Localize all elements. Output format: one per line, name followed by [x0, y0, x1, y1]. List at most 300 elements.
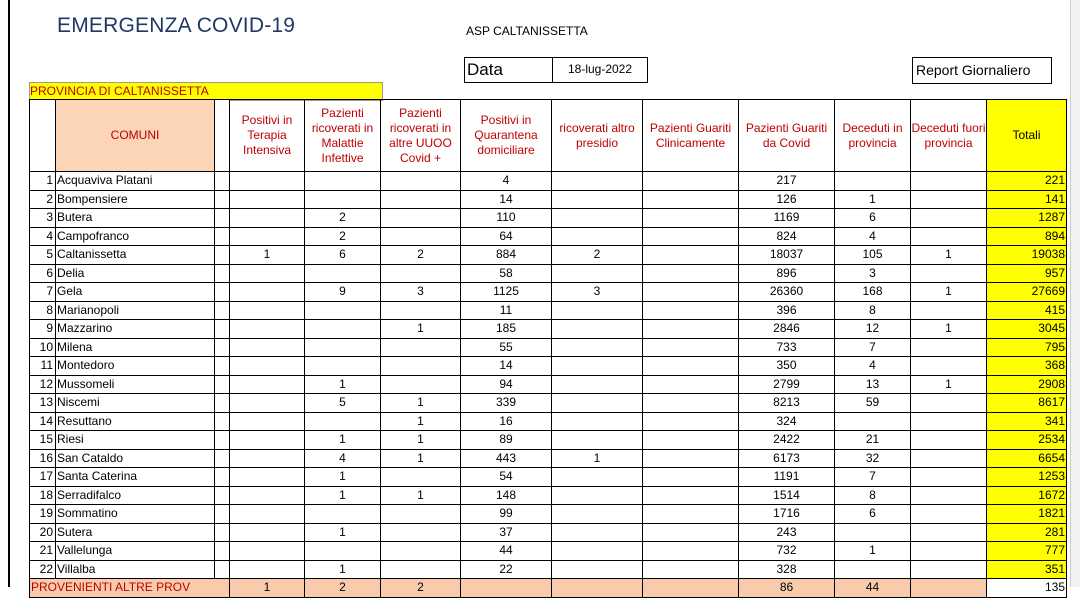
- cell-malattie: 1: [305, 468, 381, 487]
- cell-totale: 341: [987, 412, 1067, 431]
- cell-quarantena: 185: [461, 320, 552, 339]
- cell-guariti-covid: 2846: [739, 320, 835, 339]
- comune-name: Bompensiere: [56, 190, 215, 209]
- cell-uuoo: [381, 227, 461, 246]
- cell-altro-presidio: [552, 301, 643, 320]
- date-label: Data: [464, 57, 556, 83]
- cell-terapia: [230, 190, 305, 209]
- row-number: 2: [30, 190, 56, 209]
- cell-malattie: 1: [305, 486, 381, 505]
- cell-quarantena: 22: [461, 560, 552, 579]
- cell-terapia: [230, 486, 305, 505]
- cell-malattie: 1: [305, 431, 381, 450]
- row-spacer: [215, 542, 230, 561]
- cell-guariti-covid: 26360: [739, 283, 835, 302]
- cell-malattie: 2: [305, 227, 381, 246]
- comune-name: Mussomeli: [56, 375, 215, 394]
- cell-deceduti-prov: 6: [835, 505, 911, 524]
- row-number: 7: [30, 283, 56, 302]
- footer-cell-uuoo: 2: [381, 579, 461, 598]
- row-number: 18: [30, 486, 56, 505]
- table-row: [30, 431, 1067, 450]
- table-row: [30, 505, 1067, 524]
- row-number: 13: [30, 394, 56, 413]
- cell-deceduti-prov: 32: [835, 449, 911, 468]
- cell-quarantena: 11: [461, 301, 552, 320]
- cell-altro-presidio: [552, 505, 643, 524]
- cell-terapia: [230, 523, 305, 542]
- cell-guariti-clin: [643, 412, 739, 431]
- cell-altro-presidio: [552, 264, 643, 283]
- header-quarantena: Positivi in Quarantena domiciliare: [461, 100, 552, 172]
- table-row: [30, 246, 1067, 265]
- cell-malattie: [305, 505, 381, 524]
- header-deceduti-fuori: Deceduti fuori provincia: [911, 100, 987, 172]
- cell-totale: 2908: [987, 375, 1067, 394]
- cell-altro-presidio: [552, 486, 643, 505]
- cell-uuoo: [381, 209, 461, 228]
- cell-altro-presidio: [552, 227, 643, 246]
- cell-malattie: 1: [305, 560, 381, 579]
- table-row: [30, 394, 1067, 413]
- row-number: 9: [30, 320, 56, 339]
- table-row: [30, 227, 1067, 246]
- row-spacer: [215, 246, 230, 265]
- row-number: 1: [30, 172, 56, 191]
- cell-guariti-covid: 824: [739, 227, 835, 246]
- cell-malattie: [305, 190, 381, 209]
- row-number: 3: [30, 209, 56, 228]
- cell-terapia: [230, 227, 305, 246]
- cell-guariti-covid: 8213: [739, 394, 835, 413]
- comune-name: Niscemi: [56, 394, 215, 413]
- row-spacer: [215, 301, 230, 320]
- cell-quarantena: 148: [461, 486, 552, 505]
- cell-altro-presidio: 2: [552, 246, 643, 265]
- row-number: 21: [30, 542, 56, 561]
- comune-name: Marianopoli: [56, 301, 215, 320]
- cell-malattie: [305, 320, 381, 339]
- row-spacer: [215, 431, 230, 450]
- report-label: Report Giornaliero: [912, 57, 1052, 84]
- cell-deceduti-fuori: [911, 505, 987, 524]
- cell-guariti-covid: 328: [739, 560, 835, 579]
- cell-quarantena: 64: [461, 227, 552, 246]
- cell-altro-presidio: 1: [552, 449, 643, 468]
- row-number: 5: [30, 246, 56, 265]
- cell-quarantena: 55: [461, 338, 552, 357]
- cell-deceduti-fuori: [911, 486, 987, 505]
- comune-name: Gela: [56, 283, 215, 302]
- cell-terapia: [230, 301, 305, 320]
- row-number: 20: [30, 523, 56, 542]
- cell-totale: 281: [987, 523, 1067, 542]
- cell-deceduti-fuori: [911, 468, 987, 487]
- cell-terapia: [230, 449, 305, 468]
- cell-deceduti-prov: 4: [835, 227, 911, 246]
- cell-altro-presidio: [552, 190, 643, 209]
- table-row: [30, 357, 1067, 376]
- cell-uuoo: 1: [381, 394, 461, 413]
- comune-name: Santa Caterina: [56, 468, 215, 487]
- cell-guariti-clin: [643, 320, 739, 339]
- cell-malattie: [305, 172, 381, 191]
- cell-deceduti-prov: 6: [835, 209, 911, 228]
- cell-guariti-covid: 126: [739, 190, 835, 209]
- cell-guariti-clin: [643, 357, 739, 376]
- cell-uuoo: 1: [381, 431, 461, 450]
- cell-altro-presidio: 3: [552, 283, 643, 302]
- cell-deceduti-prov: 8: [835, 486, 911, 505]
- cell-altro-presidio: [552, 468, 643, 487]
- cell-terapia: [230, 412, 305, 431]
- cell-quarantena: 54: [461, 468, 552, 487]
- cell-quarantena: 16: [461, 412, 552, 431]
- cell-uuoo: 2: [381, 246, 461, 265]
- cell-altro-presidio: [552, 523, 643, 542]
- cell-deceduti-prov: 12: [835, 320, 911, 339]
- comune-name: Caltanissetta: [56, 246, 215, 265]
- cell-quarantena: 37: [461, 523, 552, 542]
- footer-cell-deceduti-fuori: [911, 579, 987, 598]
- cell-altro-presidio: [552, 431, 643, 450]
- row-spacer: [215, 283, 230, 302]
- row-number: 4: [30, 227, 56, 246]
- header-altro-presidio: ricoverati altro presidio: [552, 100, 643, 172]
- cell-deceduti-fuori: 1: [911, 246, 987, 265]
- cell-deceduti-prov: [835, 523, 911, 542]
- row-spacer: [215, 375, 230, 394]
- cell-malattie: 2: [305, 209, 381, 228]
- comune-name: Serradifalco: [56, 486, 215, 505]
- cell-uuoo: 1: [381, 449, 461, 468]
- row-spacer: [215, 209, 230, 228]
- page-title: EMERGENZA COVID-19: [57, 14, 296, 37]
- cell-altro-presidio: [552, 394, 643, 413]
- cell-guariti-clin: [643, 542, 739, 561]
- row-spacer: [215, 394, 230, 413]
- footer-cell-guariti-covid: 86: [739, 579, 835, 598]
- cell-guariti-covid: 217: [739, 172, 835, 191]
- cell-malattie: 1: [305, 375, 381, 394]
- cell-deceduti-fuori: [911, 301, 987, 320]
- table-row: [30, 301, 1067, 320]
- cell-deceduti-fuori: 1: [911, 320, 987, 339]
- right-scroll-edge: [1070, 0, 1080, 587]
- cell-guariti-covid: 243: [739, 523, 835, 542]
- cell-deceduti-prov: 13: [835, 375, 911, 394]
- cell-totale: 415: [987, 301, 1067, 320]
- cell-altro-presidio: [552, 357, 643, 376]
- cell-totale: 141: [987, 190, 1067, 209]
- cell-quarantena: 443: [461, 449, 552, 468]
- cell-totale: 19038: [987, 246, 1067, 265]
- cell-uuoo: 1: [381, 412, 461, 431]
- cell-malattie: [305, 412, 381, 431]
- comune-name: Campofranco: [56, 227, 215, 246]
- comune-name: Vallelunga: [56, 542, 215, 561]
- cell-malattie: [305, 301, 381, 320]
- header-index: [30, 100, 56, 172]
- cell-quarantena: 884: [461, 246, 552, 265]
- cell-terapia: [230, 431, 305, 450]
- cell-quarantena: 99: [461, 505, 552, 524]
- comune-name: Acquaviva Platani: [56, 172, 215, 191]
- cell-totale: 894: [987, 227, 1067, 246]
- cell-deceduti-prov: 59: [835, 394, 911, 413]
- cell-deceduti-prov: 3: [835, 264, 911, 283]
- cell-uuoo: 1: [381, 486, 461, 505]
- cell-guariti-covid: 732: [739, 542, 835, 561]
- row-number: 12: [30, 375, 56, 394]
- cell-guariti-clin: [643, 283, 739, 302]
- row-spacer: [215, 264, 230, 283]
- cell-deceduti-prov: [835, 560, 911, 579]
- cell-deceduti-fuori: [911, 190, 987, 209]
- cell-guariti-clin: [643, 394, 739, 413]
- cell-altro-presidio: [552, 320, 643, 339]
- cell-malattie: 6: [305, 246, 381, 265]
- cell-guariti-clin: [643, 264, 739, 283]
- cell-deceduti-prov: 168: [835, 283, 911, 302]
- cell-guariti-covid: 1169: [739, 209, 835, 228]
- cell-guariti-clin: [643, 227, 739, 246]
- row-number: 19: [30, 505, 56, 524]
- cell-deceduti-prov: 7: [835, 468, 911, 487]
- cell-uuoo: [381, 264, 461, 283]
- table-row: [30, 338, 1067, 357]
- table-row: [30, 412, 1067, 431]
- cell-deceduti-prov: 105: [835, 246, 911, 265]
- cell-deceduti-prov: 21: [835, 431, 911, 450]
- cell-guariti-clin: [643, 246, 739, 265]
- cell-totale: 351: [987, 560, 1067, 579]
- header-terapia: Positivi in Terapia Intensiva: [230, 100, 305, 172]
- row-number: 17: [30, 468, 56, 487]
- cell-quarantena: 14: [461, 357, 552, 376]
- cell-guariti-clin: [643, 449, 739, 468]
- cell-terapia: [230, 172, 305, 191]
- row-spacer: [215, 560, 230, 579]
- cell-totale: 2534: [987, 431, 1067, 450]
- cell-guariti-clin: [643, 505, 739, 524]
- header-guariti-covid: Pazienti Guariti da Covid: [739, 100, 835, 172]
- cell-deceduti-prov: 1: [835, 542, 911, 561]
- comune-name: Milena: [56, 338, 215, 357]
- cell-deceduti-fuori: [911, 431, 987, 450]
- table-row: [30, 264, 1067, 283]
- cell-guariti-clin: [643, 338, 739, 357]
- table-row: [30, 449, 1067, 468]
- cell-malattie: 5: [305, 394, 381, 413]
- cell-quarantena: 14: [461, 190, 552, 209]
- cell-quarantena: 4: [461, 172, 552, 191]
- row-number: 6: [30, 264, 56, 283]
- cell-deceduti-fuori: [911, 264, 987, 283]
- comune-name: San Cataldo: [56, 449, 215, 468]
- footer-cell-malattie: 2: [305, 579, 381, 598]
- cell-malattie: [305, 542, 381, 561]
- table-row: [30, 468, 1067, 487]
- header-totali: Totali: [987, 100, 1067, 172]
- cell-guariti-clin: [643, 190, 739, 209]
- table-row: [30, 542, 1067, 561]
- row-spacer: [215, 523, 230, 542]
- header-malattie: Pazienti ricoverati in Malattie Infettive: [305, 100, 381, 172]
- cell-totale: 3045: [987, 320, 1067, 339]
- cell-guariti-covid: 18037: [739, 246, 835, 265]
- cell-terapia: [230, 338, 305, 357]
- cell-terapia: [230, 264, 305, 283]
- cell-terapia: [230, 542, 305, 561]
- header-uuoo: Pazienti ricoverati in altre UUOO Covid +: [381, 100, 461, 172]
- footer-cell-altro-presidio: [552, 579, 643, 598]
- cell-deceduti-fuori: [911, 357, 987, 376]
- row-number: 16: [30, 449, 56, 468]
- cell-guariti-clin: [643, 431, 739, 450]
- row-number: 14: [30, 412, 56, 431]
- row-number: 11: [30, 357, 56, 376]
- cell-guariti-clin: [643, 468, 739, 487]
- cell-uuoo: [381, 505, 461, 524]
- cell-deceduti-fuori: [911, 449, 987, 468]
- cell-guariti-clin: [643, 486, 739, 505]
- comune-name: Villalba: [56, 560, 215, 579]
- table-row: [30, 560, 1067, 579]
- cell-guariti-covid: 6173: [739, 449, 835, 468]
- cell-guariti-covid: 2799: [739, 375, 835, 394]
- cell-deceduti-fuori: [911, 523, 987, 542]
- cell-altro-presidio: [552, 209, 643, 228]
- cell-deceduti-prov: 1: [835, 190, 911, 209]
- row-spacer: [215, 190, 230, 209]
- table-row: [30, 209, 1067, 228]
- cell-terapia: [230, 209, 305, 228]
- row-spacer: [215, 338, 230, 357]
- cell-deceduti-fuori: [911, 394, 987, 413]
- cell-deceduti-prov: [835, 172, 911, 191]
- row-spacer: [215, 227, 230, 246]
- cell-uuoo: 3: [381, 283, 461, 302]
- table-row: [30, 283, 1067, 302]
- cell-deceduti-fuori: [911, 227, 987, 246]
- cell-deceduti-fuori: [911, 338, 987, 357]
- cell-uuoo: [381, 542, 461, 561]
- cell-uuoo: [381, 523, 461, 542]
- cell-uuoo: [381, 560, 461, 579]
- row-spacer: [215, 357, 230, 376]
- provincia-banner: PROVINCIA DI CALTANISSETTA: [29, 82, 383, 101]
- cell-terapia: [230, 320, 305, 339]
- cell-totale: 1287: [987, 209, 1067, 228]
- left-border-line: [8, 0, 10, 587]
- cell-guariti-clin: [643, 209, 739, 228]
- cell-terapia: [230, 560, 305, 579]
- table-row: [30, 320, 1067, 339]
- cell-guariti-covid: 733: [739, 338, 835, 357]
- footer-cell-deceduti-prov: 44: [835, 579, 911, 598]
- cell-terapia: [230, 357, 305, 376]
- cell-totale: 8617: [987, 394, 1067, 413]
- cell-deceduti-prov: [835, 412, 911, 431]
- cell-uuoo: [381, 301, 461, 320]
- row-spacer: [215, 449, 230, 468]
- cell-totale: 795: [987, 338, 1067, 357]
- cell-totale: 1672: [987, 486, 1067, 505]
- cell-altro-presidio: [552, 412, 643, 431]
- cell-deceduti-fuori: [911, 209, 987, 228]
- cell-guariti-clin: [643, 375, 739, 394]
- footer-label: PROVENIENTI ALTRE PROV: [30, 579, 230, 598]
- cell-deceduti-prov: 4: [835, 357, 911, 376]
- footer-row: [30, 579, 1067, 598]
- header-deceduti-prov: Deceduti in provincia: [835, 100, 911, 172]
- cell-guariti-covid: 1514: [739, 486, 835, 505]
- footer-cell-quarantena: [461, 579, 552, 598]
- cell-malattie: [305, 338, 381, 357]
- table-row: [30, 375, 1067, 394]
- cell-terapia: [230, 283, 305, 302]
- cell-quarantena: 58: [461, 264, 552, 283]
- table-row: [30, 172, 1067, 191]
- cell-uuoo: [381, 357, 461, 376]
- table-row: [30, 190, 1067, 209]
- cell-deceduti-fuori: 1: [911, 283, 987, 302]
- cell-guariti-covid: 396: [739, 301, 835, 320]
- cell-deceduti-fuori: [911, 172, 987, 191]
- cell-altro-presidio: [552, 542, 643, 561]
- cell-guariti-clin: [643, 523, 739, 542]
- table-row: [30, 486, 1067, 505]
- cell-deceduti-fuori: [911, 412, 987, 431]
- cell-terapia: [230, 468, 305, 487]
- cell-guariti-clin: [643, 560, 739, 579]
- cell-guariti-covid: 1716: [739, 505, 835, 524]
- comune-name: Mazzarino: [56, 320, 215, 339]
- cell-deceduti-prov: 8: [835, 301, 911, 320]
- cell-quarantena: 1125: [461, 283, 552, 302]
- cell-quarantena: 339: [461, 394, 552, 413]
- row-number: 22: [30, 560, 56, 579]
- cell-guariti-covid: 1191: [739, 468, 835, 487]
- comune-name: Resuttano: [56, 412, 215, 431]
- row-spacer: [215, 412, 230, 431]
- cell-terapia: [230, 394, 305, 413]
- cell-quarantena: 89: [461, 431, 552, 450]
- header-guariti-clin: Pazienti Guariti Clinicamente: [643, 100, 739, 172]
- cell-altro-presidio: [552, 338, 643, 357]
- row-spacer: [215, 505, 230, 524]
- cell-uuoo: 1: [381, 320, 461, 339]
- footer-cell-guariti-clin: [643, 579, 739, 598]
- comune-name: Sutera: [56, 523, 215, 542]
- cell-altro-presidio: [552, 375, 643, 394]
- cell-quarantena: 110: [461, 209, 552, 228]
- cell-malattie: 9: [305, 283, 381, 302]
- cell-guariti-clin: [643, 301, 739, 320]
- row-number: 10: [30, 338, 56, 357]
- comune-name: Montedoro: [56, 357, 215, 376]
- cell-altro-presidio: [552, 560, 643, 579]
- cell-totale: 777: [987, 542, 1067, 561]
- cell-totale: 368: [987, 357, 1067, 376]
- footer-totale: 135: [987, 579, 1067, 598]
- cell-malattie: [305, 264, 381, 283]
- cell-uuoo: [381, 468, 461, 487]
- cell-totale: 1821: [987, 505, 1067, 524]
- cell-deceduti-fuori: [911, 542, 987, 561]
- table-row: [30, 523, 1067, 542]
